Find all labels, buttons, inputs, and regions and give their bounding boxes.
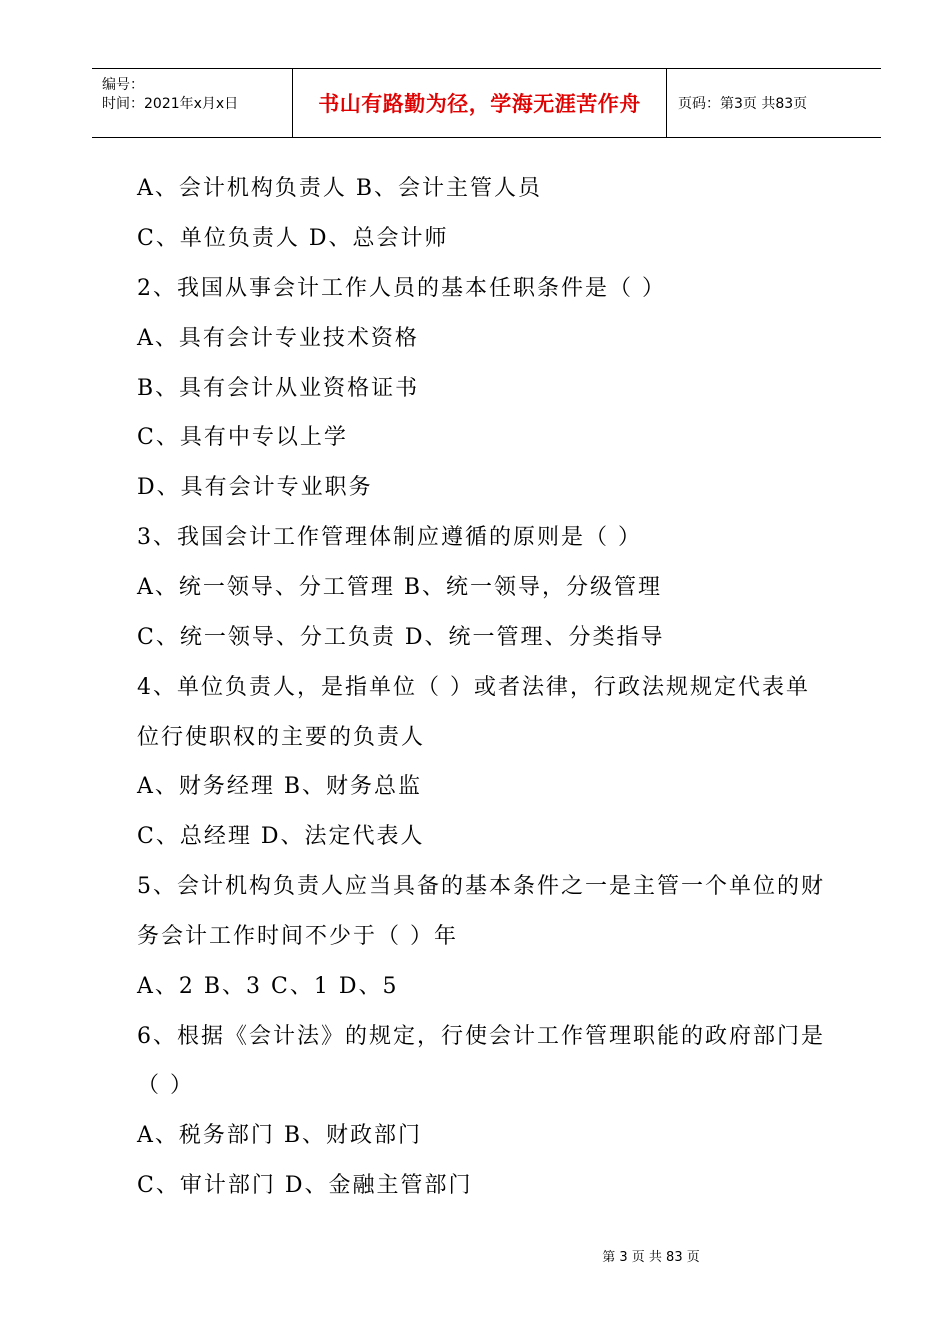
option-line: D、具有会计专业职务 [137,475,373,500]
question-line: 4、单位负责人，是指单位（ ）或者法律，行政法规规定代表单 [137,675,810,700]
header-motto-cell [292,69,667,137]
question-line: 6、根据《会计法》的规定，行使会计工作管理职能的政府部门是 [137,1024,825,1049]
option-line: A、2 B、3 C、1 D、5 [137,974,399,999]
question-line: 3、我国会计工作管理体制应遵循的原则是（ ） [137,525,642,550]
page-label: 页码：第3页 共83页 [678,96,808,112]
motto-text: 书山有路勤为径，学海无涯苦作舟 [318,92,641,116]
question-line: 2、我国从事会计工作人员的基本任职条件是（ ） [137,276,666,301]
option-line: C、具有中专以上学 [137,425,348,450]
option-line: B、具有会计从业资格证书 [137,376,420,401]
option-line: C、单位负责人 D、总会计师 [137,226,449,251]
time-label: 时间：2021年x月x日 [102,96,239,112]
option-line: C、审计部门 D、金融主管部门 [137,1173,473,1198]
page-footer [0,1246,950,1265]
option-line: A、财务经理 B、财务总监 [137,774,423,799]
footer-page-number: 第 3 页 共 83 页 [602,1250,700,1265]
option-line: C、统一领导、分工负责 D、统一管理、分类指导 [137,625,665,650]
option-line: A、会计机构负责人 B、会计主管人员 [137,176,543,201]
question-line: 5、会计机构负责人应当具备的基本条件之一是主管一个单位的财 [137,874,825,899]
question-line: 务会计工作时间不少于（ ）年 [137,924,458,949]
number-label: 编号： [102,77,144,93]
page-header [92,68,881,138]
header-page-cell [666,69,881,137]
option-line: C、总经理 D、法定代表人 [137,824,425,849]
option-line: A、统一领导、分工管理 B、统一领导，分级管理 [137,575,663,600]
option-line: A、税务部门 B、财政部门 [137,1123,423,1148]
question-line: 位行使职权的主要的负责人 [137,725,426,750]
question-line: （ ） [137,1073,194,1098]
header-left-cell [92,69,292,137]
option-line: A、具有会计专业技术资格 [137,326,419,351]
